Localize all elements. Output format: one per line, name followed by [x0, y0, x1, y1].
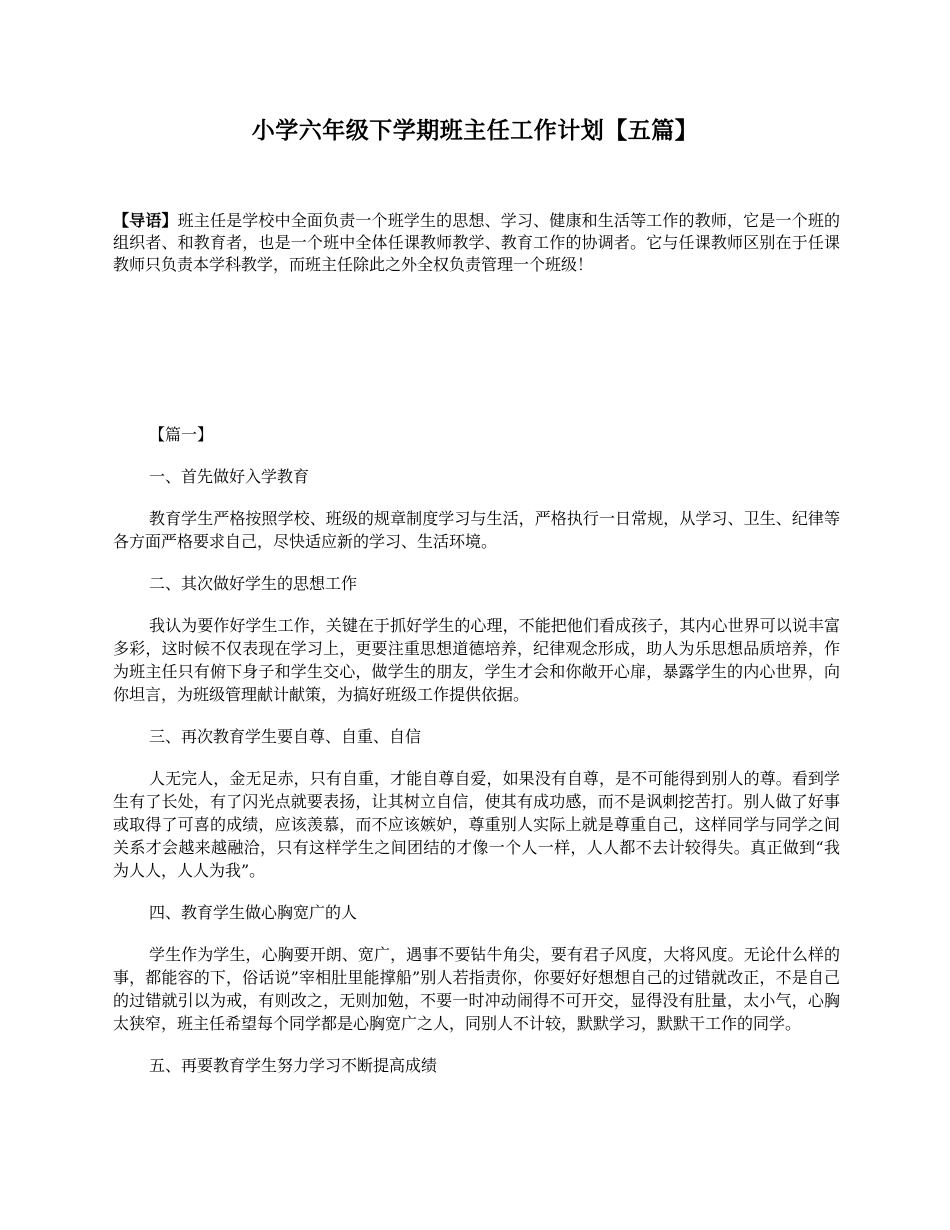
document-title: 小学六年级下学期班主任工作计划【五篇】 — [251, 117, 699, 144]
intro-text: 班主任是学校中全面负责一个班学生的思想、学习、健康和生活等工作的教师，它是一个班的组织者、和教育者，也是一个班中全体任课教师教学、教育工作的协调者。它与任课教师区别在于任课教师只负责本学科教学，而班主任除此之外全权负责管理一个班级！ — [113, 211, 840, 274]
document-body — [113, 423, 840, 1096]
section-heading-part-one: 【篇一】 — [149, 425, 214, 444]
paragraph-entrance-education: 教育学生严格按照学校、班级的规章制度学习与生活，严格执行一日常规，从学习、卫生、纪律等各方面严格要求自己，尽快适应新的学习、生活环境。 — [113, 509, 840, 551]
heading-entrance-education: 一、首先做好入学教育 — [149, 467, 310, 486]
paragraph-self-respect: 人无完人，金无足赤，只有自重，才能自尊自爱，如果没有自尊，是不可能得到别人的尊。看到学生有了长处，有了闪光点就要表扬，让其树立自信，使其有成功感，而不是讽刺挖苦打。别人做了好事或取得了可喜的成绩，应该羡慕，而不应该嫉妒，尊重别人实际上就是尊重自己，这样同学与同学之间关系才会越来越融洽，只有这样学生之间团结的才像一个人一样，人人都不去计较得失。真正做到“我为人人，人人为我”。 — [113, 769, 840, 880]
heading-self-respect: 三、再次教育学生要自尊、自重、自信 — [149, 727, 422, 746]
heading-broad-mind: 四、教育学生做心胸宽广的人 — [149, 903, 358, 922]
heading-ideological-work: 二、其次做好学生的思想工作 — [149, 574, 358, 593]
paragraph-ideological-work: 我认为要作好学生工作，关键在于抓好学生的心理，不能把他们看成孩子，其内心世界可以说丰富多彩，这时候不仅表现在学习上，更要注重思想道德培养，纪律观念形成，助人为乐思想品质培养，作为班主任只有俯下身子和学生交心，做学生的朋友，学生才会和你敞开心扉，暴露学生的内心世界，向你坦言，为班级管理献计献策，为搞好班级工作提供依据。 — [113, 616, 840, 704]
intro-paragraph — [113, 210, 840, 276]
paragraph-broad-mind: 学生作为学生，心胸要开朗、宽广，遇事不要钻牛角尖，要有君子风度，大将风度。无论什么样的事，都能容的下，俗话说”宰相肚里能撑船”别人若指责你，你要好好想想自己的过错就改正，不是自己的过错就引以为戒，有则改之，无则加勉，不要一时冲动闹得不可开交，显得没有肚量，太小气，心胸太狭窄，班主任希望每个同学都是心胸宽广之人，同别人不计较，默默学习，默默干工作的同学。 — [113, 945, 840, 1033]
heading-study-hard: 五、再要教育学生努力学习不断提高成绩 — [149, 1056, 438, 1075]
intro-lead: 【导语】 — [113, 211, 178, 230]
